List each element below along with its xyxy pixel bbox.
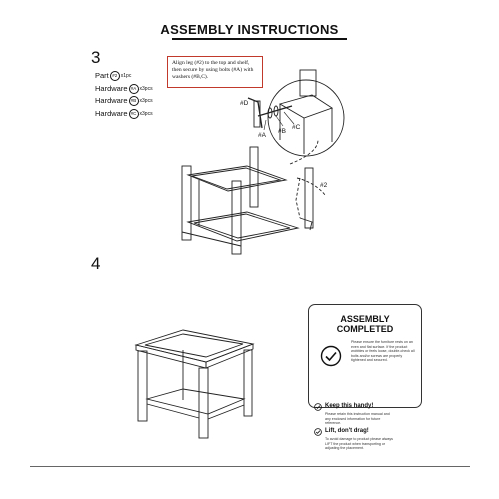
instruction-note: Align leg (#2) to the top and shelf, then secure by using bolts (#A) with washers (#B,C). [167, 56, 263, 88]
callout-b: #B [278, 128, 286, 135]
page-title: ASSEMBLY INSTRUCTIONS [160, 22, 339, 37]
tip-keep-handy-text: Please retain this instruction manual and any enclosed information for future reference. [325, 412, 390, 426]
callout-leg: #2 [320, 182, 328, 189]
card-title-line2: COMPLETED [336, 324, 394, 334]
bottom-divider [30, 466, 470, 467]
part-code-badge: #2 [110, 71, 120, 81]
card-title-line1: ASSEMBLY [340, 314, 390, 324]
hardware-code-badge: #A [129, 84, 139, 94]
tip-lift-text: To avoid damage to product please always LIFT the product when transporting or adjusting the placement. [325, 437, 393, 451]
checkmark-circle-icon [320, 345, 342, 367]
hardware-label: Hardware [95, 108, 128, 118]
hardware-qty: x3pcs [139, 98, 153, 104]
check-icon [314, 428, 322, 436]
hardware-label: Hardware [95, 96, 128, 105]
tip-keep-handy-title: Keep this handy! [325, 403, 374, 409]
step-3-number: 3 [91, 48, 101, 67]
step-4-number: 4 [91, 254, 101, 273]
hardware-label: Hardware [95, 83, 128, 93]
callout-d: #D [240, 100, 249, 107]
callout-c: #C [292, 124, 301, 131]
assembly-completed-card [308, 304, 422, 458]
check-icon [314, 403, 322, 411]
part-qty: x1pc [120, 73, 132, 79]
card-title [308, 314, 422, 334]
hardware-qty: x3pcs [139, 85, 153, 92]
part-label: Part [95, 71, 109, 80]
hardware-qty: x3pcs [139, 110, 153, 117]
hardware-code-badge: #B [129, 96, 139, 106]
callout-a: #A [258, 132, 266, 139]
hardware-code-badge: #C [129, 109, 139, 119]
tip-lift-title: Lift, don't drag! [325, 428, 369, 434]
card-body-text: Please ensure the furniture rests on an even and flat surface. If the product wobbles or feels loose, double-check all bolts and/or screws are properly tightened and secured. [351, 340, 415, 363]
